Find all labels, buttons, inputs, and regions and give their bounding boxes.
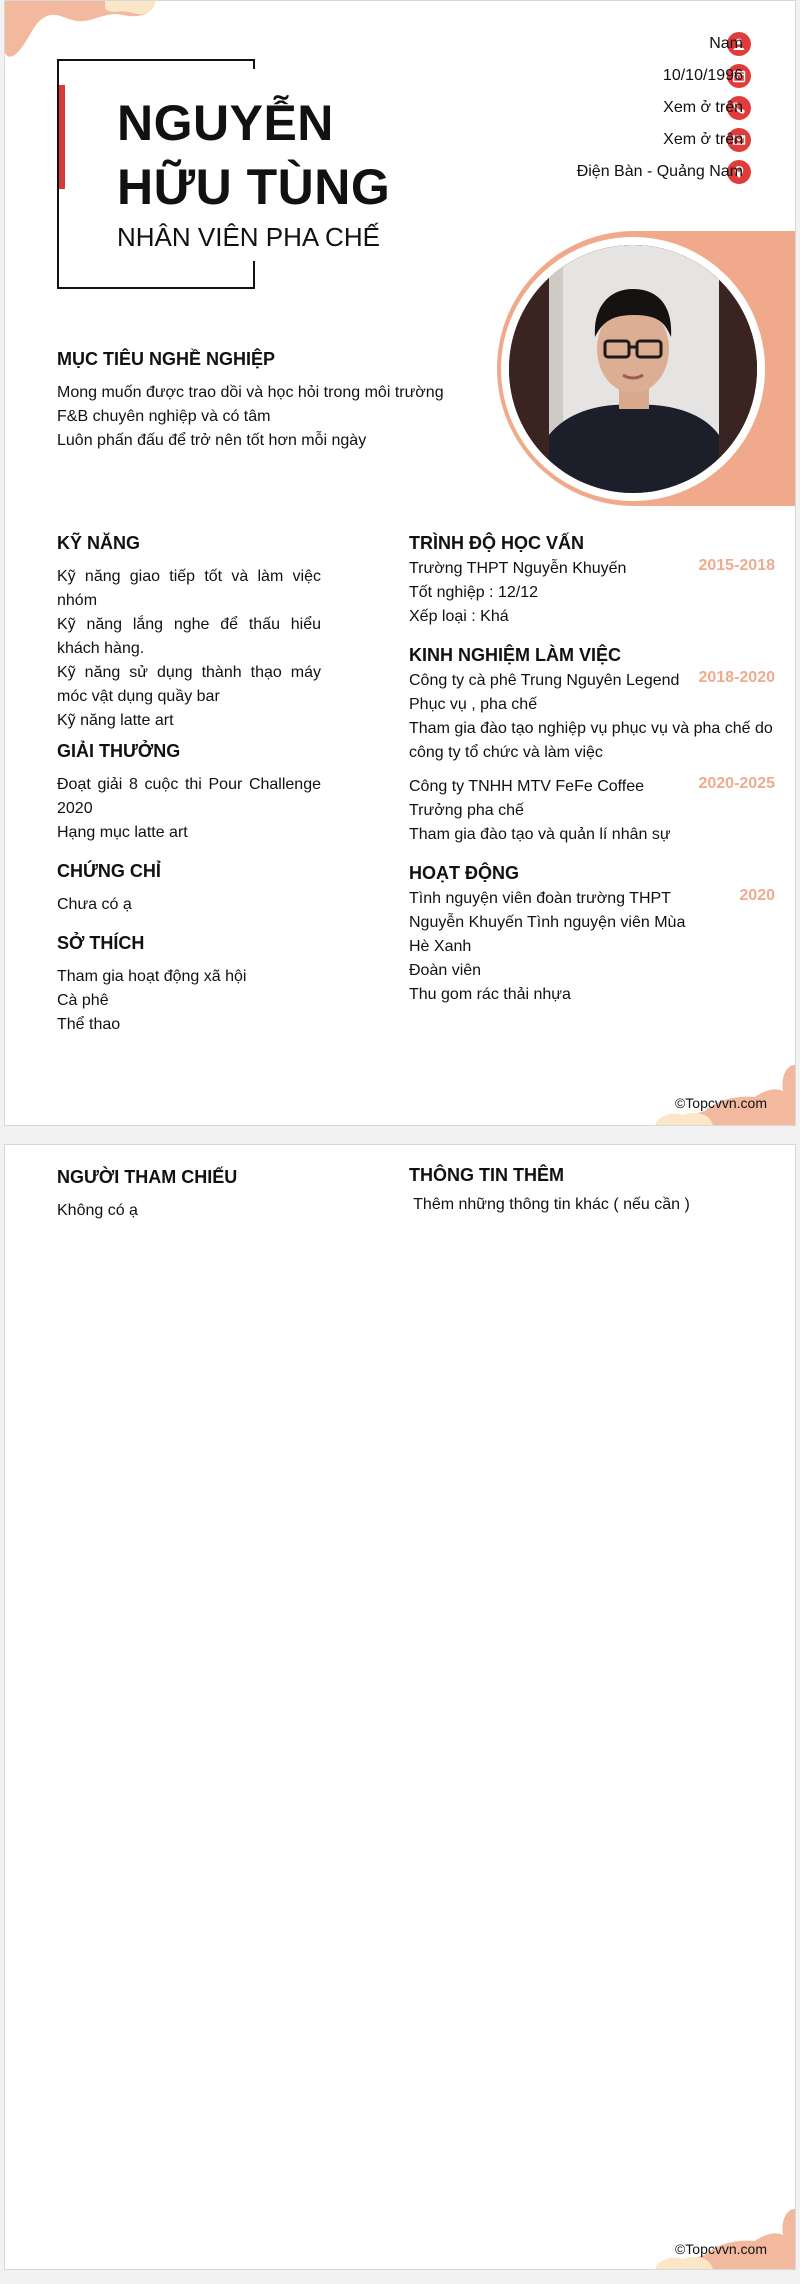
- contact-phone[interactable]: Xem ở trên: [391, 95, 751, 121]
- hobby-item: Tham gia hoạt động xã hội: [57, 968, 247, 985]
- cv-page-1: [4, 0, 796, 1126]
- activity-line: Đoàn viên: [409, 962, 482, 979]
- extra-info-title: THÔNG TIN THÊM: [409, 1165, 564, 1185]
- cv-page-2: [4, 1144, 796, 2270]
- skill-item: Kỹ năng sử dụng thành thạo máy móc vật dụng quầy bar: [57, 664, 321, 705]
- job-role: Phục vụ , pha chế: [409, 696, 538, 713]
- job-years: 2018-2020: [698, 669, 775, 686]
- footer-watermark: ©Topcvvn.com: [674, 1095, 767, 1111]
- education-school: Trường THPT Nguyễn Khuyến: [409, 560, 627, 577]
- profile-photo: [509, 245, 757, 493]
- contact-gender: Nam: [391, 31, 751, 57]
- job-years: 2020-2025: [698, 775, 775, 792]
- job-desc: Tham gia đào tạo nghiệp vụ phục vụ và pha chế do công ty tổ chức và làm việc: [409, 720, 773, 761]
- job-role: Trưởng pha chế: [409, 802, 524, 819]
- objective-line: Mong muốn được trao dồi và học hỏi trong môi trường: [57, 384, 444, 401]
- contact-birthday: 10/10/1996: [391, 63, 751, 89]
- job-title: NHÂN VIÊN PHA CHẾ: [117, 222, 380, 252]
- education-years: 2015-2018: [698, 557, 775, 574]
- job-desc: Tham gia đào tạo và quản lí nhân sự: [409, 826, 671, 843]
- objective-line: Luôn phấn đấu để trở nên tốt hơn mỗi ngày: [57, 432, 367, 449]
- education-line: Tốt nghiệp : 12/12: [409, 584, 538, 601]
- skills-title: KỸ NĂNG: [57, 533, 141, 553]
- skill-item: Kỹ năng latte art: [57, 712, 174, 729]
- skill-item: Kỹ năng lắng nghe để thấu hiểu khách hàng.: [57, 616, 321, 657]
- contact-email[interactable]: Xem ở trên: [391, 127, 751, 153]
- certificates-text: Chưa có ạ: [57, 896, 132, 913]
- objective-line: F&B chuyên nghiệp và có tâm: [57, 408, 271, 425]
- decor-blob-bottom-right: [615, 1061, 795, 1125]
- education-line: Xếp loại : Khá: [409, 608, 509, 625]
- education-title: TRÌNH ĐỘ HỌC VẤN: [409, 533, 584, 553]
- references-title: NGƯỜI THAM CHIẾU: [57, 1167, 238, 1187]
- certificates-title: CHỨNG CHỈ: [57, 861, 161, 881]
- job-company: Công ty TNHH MTV FeFe Coffee: [409, 778, 645, 795]
- activity-line: Hè Xanh: [409, 938, 472, 955]
- references-text: Không có ạ: [57, 1202, 138, 1219]
- activities-title: HOẠT ĐỘNG: [409, 863, 519, 883]
- award-line: Đoạt giải 8 cuộc thi Pour Challenge 2020: [57, 776, 321, 817]
- accent-bar: [59, 85, 65, 189]
- hobbies-title: SỞ THÍCH: [57, 933, 145, 953]
- award-line: Hạng mục latte art: [57, 824, 188, 841]
- objective-title: MỤC TIÊU NGHỀ NGHIỆP: [57, 349, 276, 369]
- activity-line: Thu gom rác thải nhựa: [409, 986, 571, 1003]
- candidate-name: NGUYỄN HỮU TÙNG: [117, 95, 391, 215]
- extra-info-text: Thêm những thông tin khác ( nếu cần ): [409, 1196, 690, 1213]
- decor-blob-top-left: [5, 1, 165, 61]
- awards-title: GIẢI THƯỞNG: [57, 741, 181, 761]
- footer-watermark: ©Topcvvn.com: [674, 2241, 767, 2257]
- activity-line: Tình nguyện viên đoàn trường THPT: [409, 890, 671, 907]
- activity-years: 2020: [739, 887, 775, 904]
- decor-blob-bottom-right: [615, 2205, 795, 2269]
- activity-line: Nguyễn Khuyến Tình nguyện viên Mùa: [409, 914, 686, 931]
- contact-address: Điện Bàn - Quảng Nam: [391, 159, 751, 185]
- skill-item: Kỹ năng giao tiếp tốt và làm việc nhóm: [57, 568, 321, 609]
- job-company: Công ty cà phê Trung Nguyên Legend: [409, 672, 680, 689]
- hobby-item: Thể thao: [57, 1016, 121, 1033]
- experience-title: KINH NGHIỆM LÀM VIỆC: [409, 645, 622, 665]
- hobby-item: Cà phê: [57, 992, 109, 1009]
